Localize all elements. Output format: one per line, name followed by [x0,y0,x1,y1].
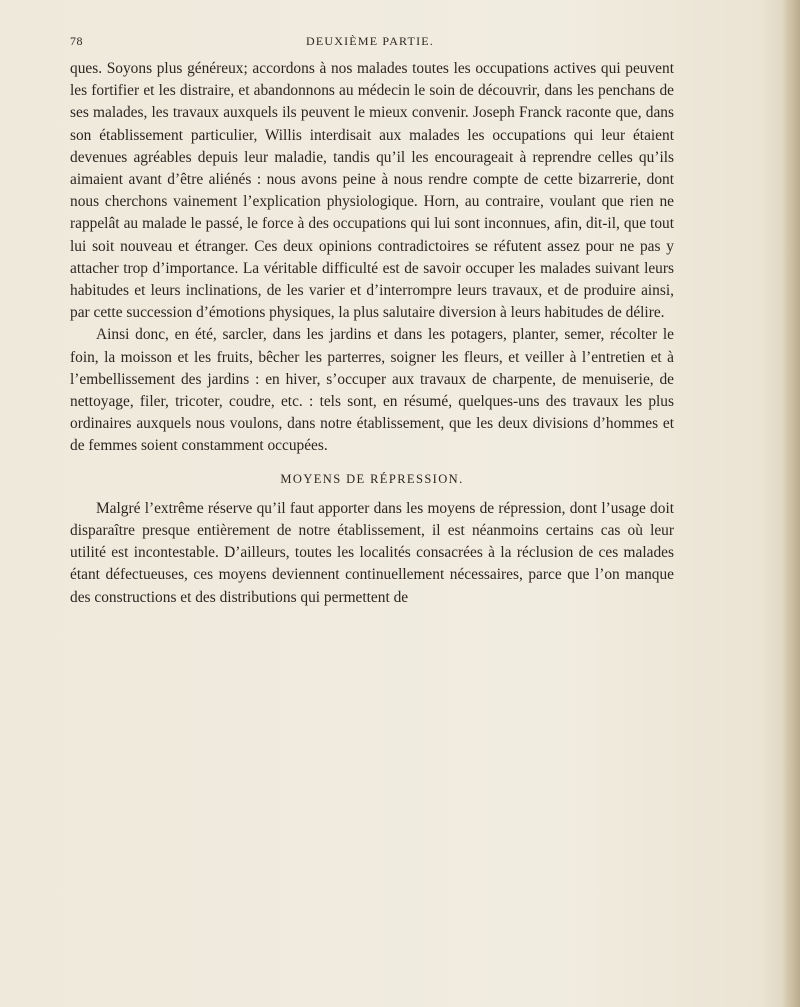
section-title: MOYENS DE RÉPRESSION. [280,471,464,486]
paragraph-occupations: Ainsi donc, en été, sarcler, dans les jardins et dans les potagers, planter, semer, récolter le foin, la moisson et les fruits, bêcher les parterres, soigner les fleurs, et veiller à l’entretien et à l’embellissement des jardins : en hiver, s’occuper aux travaux de charpente, de menuiserie, de nettoyage, filer, tricoter, coudre, etc. : tels sont, en résumé, quelques-uns des travaux les plus ordinaires auxquels nous voulons, dans notre établissement, que les deux divisions d’hommes et de femmes soient constamment occupées. [70,326,674,455]
page-number: 78 [70,34,83,48]
body-text [70,58,674,609]
page-edge-shadow [782,0,800,1007]
page-header [70,32,670,52]
paragraph-continuation: ques. Soyons plus généreux; accordons à nos malades toutes les occupations actives qui peuvent les fortifier et les distraire, et abandonnons au médecin le soin de découvrir, dans les penchans de ses malades, les travaux auxquels ils peuvent le mieux convenir. Joseph Franck raconte que, dans son établissement particulier, Willis interdisait aux malades les occupations qui leur étaient devenues agréables depuis leur maladie, tandis qu’il les encourageait à reprendre celles qu’ils aimaient avant d’être aliénés : nous avons peine à nous rendre compte de cette bizarrerie, dont nous cherchons vainement l’explication physiologique. Horn, au contraire, voulant que rien ne rappelât au malade le passé, le force à des occupations qui lui sont inconnues, afin, dit-il, que tout lui soit nouveau et étranger. Ces deux opinions contradictoires se réfutent assez pour ne pas y attacher trop d’importance. La véritable difficulté est de savoir occuper les malades suivant leurs habitudes et leurs inclinations, de les varier et d’interrompre leurs travaux, et de produire ainsi, par cette succession d’émotions physiques, la plus salutaire diversion à leurs habitudes de délire. [70,60,674,322]
paragraph-repression: Malgré l’extrême réserve qu’il faut apporter dans les moyens de répression, dont l’usage doit disparaître presque entièrement de notre établissement, il est néanmoins certains cas où leur utilité est incontestable. D’ailleurs, toutes les localités consacrées à la réclusion de ces malades étant défectueuses, ces moyens deviennent continuellement nécessaires, parce que l’on manque des constructions et des distributions qui permettent de [70,499,674,606]
running-head: DEUXIÈME PARTIE. [305,34,435,48]
